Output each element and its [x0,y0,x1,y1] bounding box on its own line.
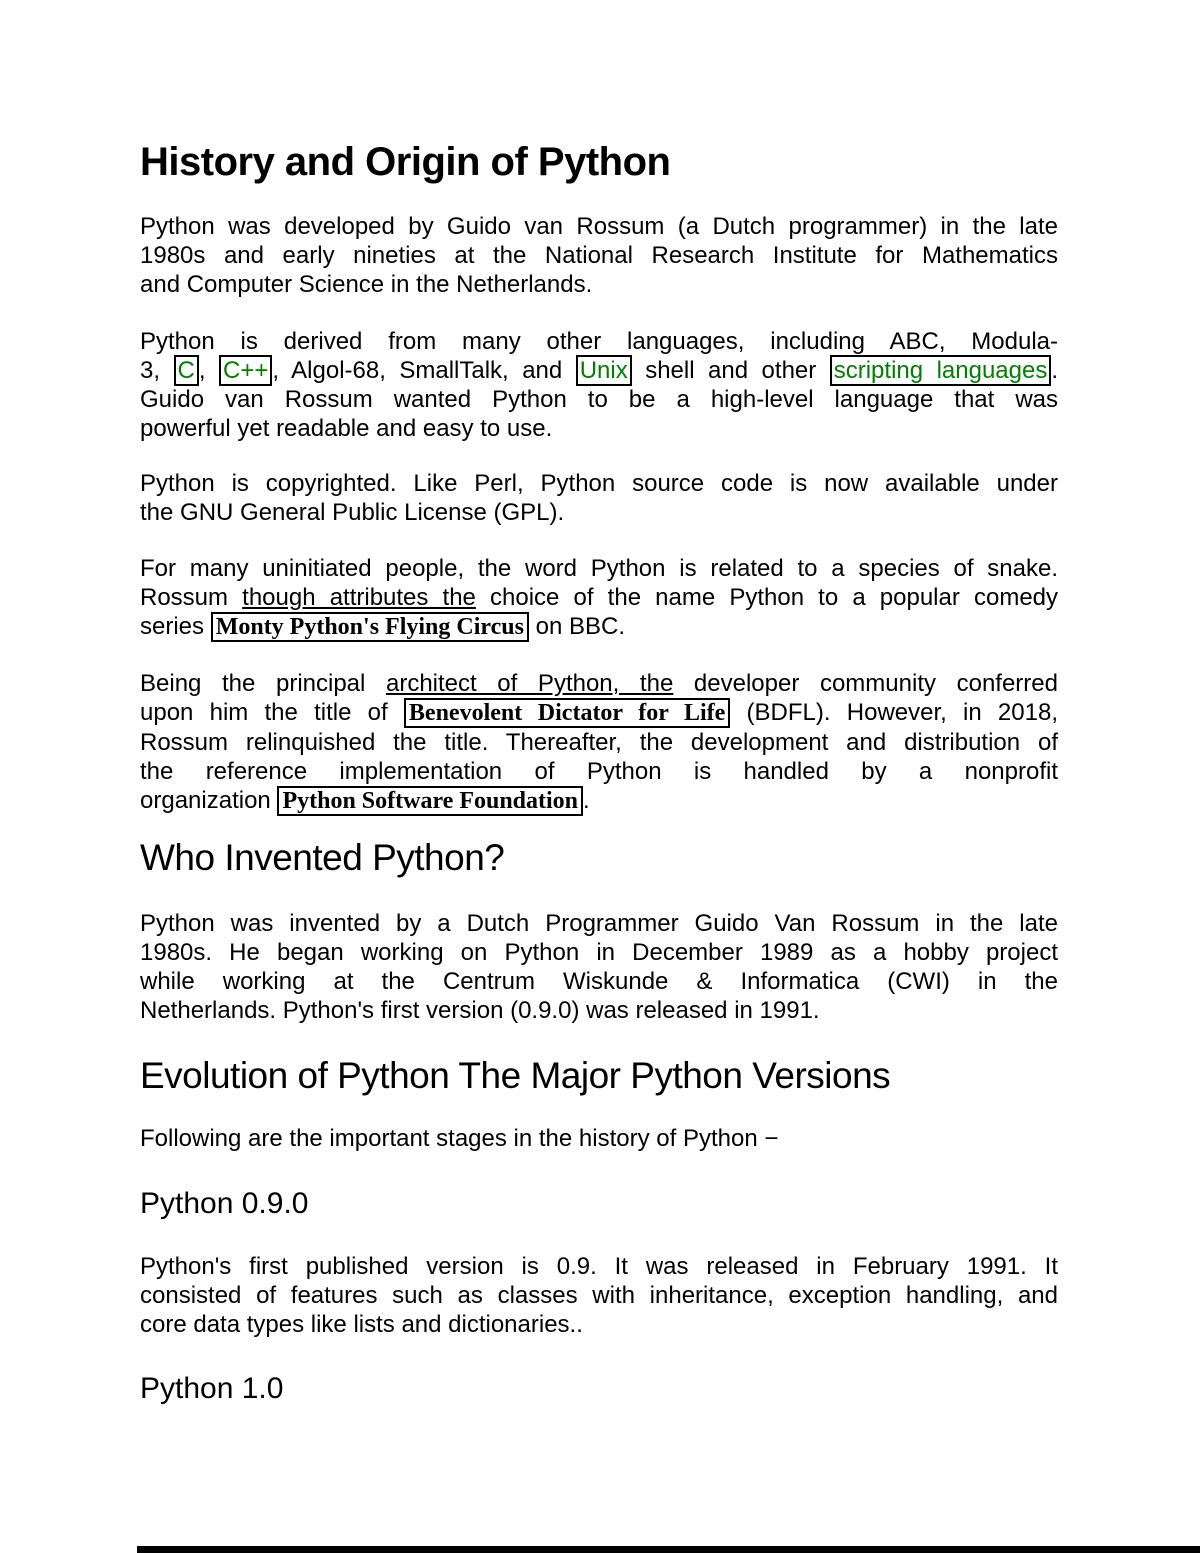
text-segment: powerful yet readable and easy to use. [140,415,553,442]
text-line [140,385,1058,414]
link-c[interactable]: C [174,355,199,386]
text-line [140,909,1058,938]
text-line [140,612,1058,642]
link-python-software-foundation[interactable]: Python Software Foundation [277,786,583,816]
text-segment: Rossum relinquished the title. Thereafter, the development and distribution of [140,729,1058,756]
text-segment: 3, [140,357,174,384]
text-segment: Netherlands. Python's first version (0.9.0) was released in 1991. [140,997,820,1024]
text-line [140,469,1058,498]
text-segment: Being the principal [140,670,386,697]
text-segment: series [140,613,211,640]
text-segment: Python's first published version is 0.9. It was released in February 1991. It [140,1253,1058,1280]
text-line [140,498,1058,527]
text-line [140,698,1058,728]
text-line [140,1252,1058,1281]
text-segment: . [1051,357,1059,384]
link-scripting-languages[interactable]: scripting languages [830,355,1052,386]
paragraph-p5 [140,669,1058,816]
text-line [140,270,1058,299]
text-segment: (BDFL). However, in 2018, [730,699,1058,726]
heading-h-evolution: Evolution of Python The Major Python Versions [140,1055,891,1096]
underlined-text-segment: though attributes the [242,584,476,611]
text-line [140,757,1058,786]
text-segment: , [198,357,219,384]
text-segment: , Algol-68, SmallTalk, and [272,357,576,384]
text-line [140,786,1058,816]
paragraph-p7 [140,1124,1058,1153]
text-line [140,583,1058,612]
link-cpp[interactable]: C++ [219,355,272,386]
text-segment: consisted of features such as classes with inheritance, exception handling, and [140,1282,1058,1309]
text-segment: . [583,787,590,814]
paragraph-p6 [140,909,1058,1025]
text-segment: 1980s and early nineties at the National Research Institute for Mathematics [140,242,1058,269]
heading-h-090: Python 0.9.0 [140,1187,309,1220]
text-segment: the reference implementation of Python is handled by a nonprofit [140,758,1058,785]
text-line [140,996,1058,1025]
text-segment: developer community conferred [673,670,1058,697]
truncated-bottom-element-bar [137,1546,1200,1553]
text-line [140,212,1058,241]
paragraph-p4 [140,554,1058,642]
text-segment: and Computer Science in the Netherlands. [140,271,593,298]
text-segment: core data types like lists and dictionaries.. [140,1311,583,1338]
text-segment: organization [140,787,278,814]
text-line [140,327,1058,356]
text-segment: Python is copyrighted. Like Perl, Python source code is now available under [140,470,1058,497]
link-unix[interactable]: Unix [576,355,632,386]
text-line [140,938,1058,967]
paragraph-p1 [140,212,1058,299]
text-segment: Guido van Rossum wanted Python to be a high-level language that was [140,386,1058,413]
text-line [140,967,1058,996]
text-segment: the GNU General Public License (GPL). [140,499,565,526]
text-segment: choice of the name Python to a popular comedy [475,584,1059,611]
text-segment: Python is derived from many other languages, including ABC, Modula- [140,328,1058,355]
text-line [140,356,1058,385]
heading-h-10: Python 1.0 [140,1372,284,1405]
text-segment: shell and other [631,357,830,384]
text-line [140,728,1058,757]
text-line [140,1310,1058,1339]
text-segment: Following are the important stages in the history of Python − [140,1125,779,1152]
text-segment: Rossum [140,584,243,611]
heading-title: History and Origin of Python [140,140,671,184]
text-line [140,414,1058,443]
text-segment: while working at the Centrum Wiskunde & Informatica (CWI) in the [140,968,1058,995]
text-segment: For many uninitiated people, the word Python is related to a species of snake. [140,555,1058,582]
text-line [140,669,1058,698]
link-benevolent-dictator-for-life[interactable]: Benevolent Dictator for Life [404,698,730,728]
text-segment: upon him the title of [140,699,404,726]
text-segment: on BBC. [528,613,625,640]
link-monty-python-flying-circus[interactable]: Monty Python's Flying Circus [211,612,529,642]
text-line [140,1281,1058,1310]
text-line [140,241,1058,270]
paragraph-p3 [140,469,1058,527]
underlined-text-segment: architect of Python, the [385,670,674,697]
text-line [140,1124,1058,1153]
paragraph-p2 [140,327,1058,443]
text-line [140,554,1058,583]
text-segment: Python was developed by Guido van Rossum (a Dutch programmer) in the late [140,213,1058,240]
text-segment: 1980s. He began working on Python in December 1989 as a hobby project [140,939,1058,966]
paragraph-p8 [140,1252,1058,1339]
heading-h-who: Who Invented Python? [140,837,505,878]
text-segment: Python was invented by a Dutch Programmer Guido Van Rossum in the late [140,910,1058,937]
